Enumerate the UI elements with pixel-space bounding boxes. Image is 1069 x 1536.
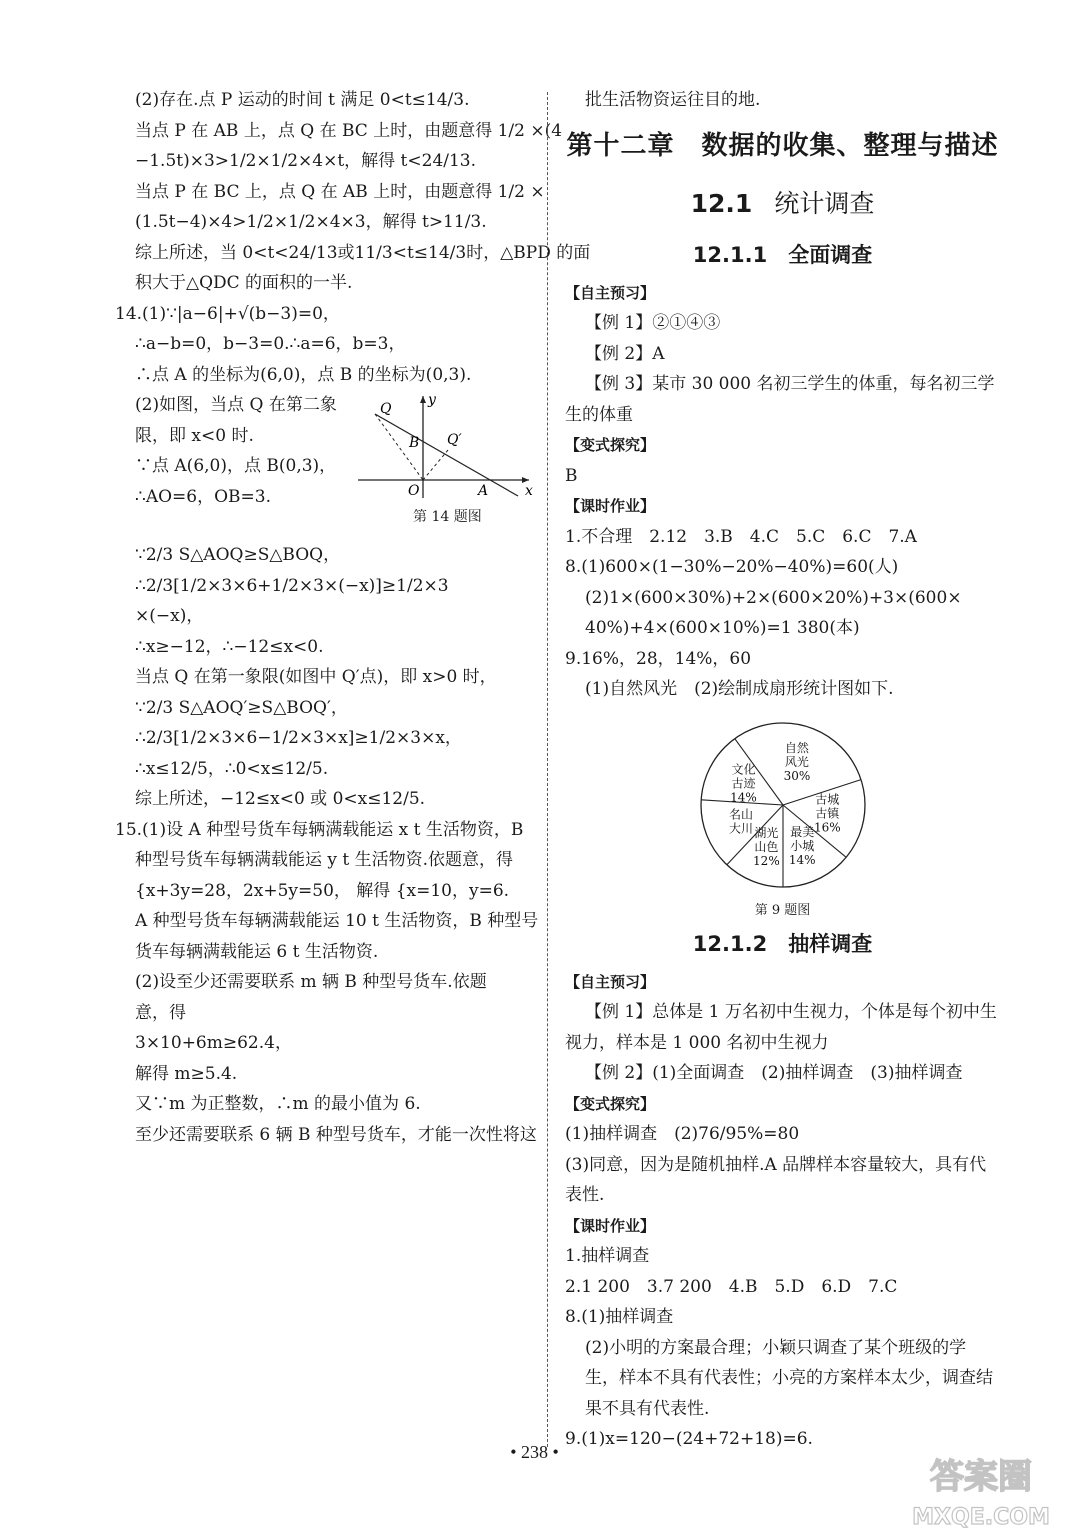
text-line: 8.(1)抽样调查 — [565, 1307, 674, 1327]
right-column — [565, 85, 1000, 1455]
text-line: 生的体重 — [565, 404, 633, 425]
svg-text:答案圈: 答案圈 — [930, 1457, 1032, 1497]
text-line: (2)存在.点 P 运动的时间 t 满足 0<t≤14/3. — [135, 90, 470, 110]
text-line: (1)自然风光 (2)绘制成扇形统计图如下. — [585, 679, 894, 699]
text-line: 当点 P 在 BC 上，点 Q 在 AB 上时，由题意得 1/2 × — [135, 181, 545, 202]
text-line: ∵2/3 S△AOQ≥S△BOQ， — [135, 545, 341, 565]
tag-homework-2: 【课时作业】 — [565, 1216, 656, 1235]
text-line: ∴AO=6，OB=3. — [135, 486, 271, 507]
figure-caption: 第 14 题图 — [413, 509, 482, 525]
text-line: (2)如图，当点 Q 在第二象 — [135, 395, 337, 415]
figure-14-block — [115, 390, 535, 540]
text-line: 3×10+6m≥62.4， — [135, 1033, 292, 1053]
label-a: A — [478, 483, 489, 499]
text-line: 视力，样本是 1 000 名初中生视力 — [565, 1032, 829, 1053]
tag-preview: 【自主预习】 — [565, 283, 656, 302]
text-line: 9.16%，28，14%，60 — [565, 648, 752, 669]
pie-chart-wrap — [565, 705, 1000, 905]
pie-slice-label: 古城古镇 16% — [813, 791, 841, 834]
text-line: ∵点 A(6,0)，点 B(0,3)， — [135, 456, 337, 476]
text-line: (2)设至少还需要联系 m 辆 B 种型号货车.依题 — [135, 972, 487, 992]
label-q-prime: Q′ — [447, 432, 462, 448]
pie-chart — [683, 705, 883, 905]
text-line: 【例 3】某市 30 000 名初三学生的体重，每名初三学 — [585, 374, 995, 394]
text-line: (1.5t−4)×4>1/2×1/2×4×3，解得 t>11/3. — [135, 212, 487, 232]
label-o: O — [408, 483, 420, 499]
text-line: 种型号货车每辆满载能运 y t 生活物资.依题意，得 — [135, 850, 514, 870]
text-line: A 种型号货车每辆满载能运 10 t 生活物资，B 种型号 — [135, 911, 539, 931]
text-line: ∴x≥−12，∴−12≤x<0. — [135, 636, 324, 657]
text-line: 15.(1)设 A 种型号货车每辆满载能运 x t 生活物资，B — [115, 819, 524, 840]
text-line: ∴2/3[1/2×3×6+1/2×3×(−x)]≥1/2×3 — [135, 575, 449, 596]
text-line: (1)抽样调查 (2)76/95%=80 — [565, 1124, 800, 1144]
text-line: 【例 1】总体是 1 万名初中生视力，个体是每个初中生 — [585, 1002, 997, 1022]
text-line: 【例 2】(1)全面调查 (2)抽样调查 (3)抽样调查 — [585, 1063, 963, 1083]
pie-slice-label: 名山大川 — [728, 807, 753, 836]
text-line: 2.1 200 3.7 200 4.B 5.D 6.D 7.C — [565, 1276, 898, 1297]
tag-variant: 【变式探究】 — [565, 436, 656, 454]
text-line: 综上所述，−12≤x<0 或 0<x≤12/5. — [135, 789, 426, 809]
subsection-title: 12.1.1 全面调查 — [692, 242, 873, 267]
section-name: 统计调查 — [774, 188, 875, 218]
text-line: 9.(1)x=120−(24+72+18)=6. — [565, 1429, 813, 1449]
text-line: ∴2/3[1/2×3×6−1/2×3×x]≥1/2×3×x， — [135, 728, 462, 748]
svg-text:MXQE.COM: MXQE.COM — [912, 1505, 1050, 1530]
text-line: 当点 Q 在第一象限(如图中 Q′点)，即 x>0 时， — [135, 667, 497, 687]
text-line: 综上所述，当 0<t<24/13或11/3<t≤14/3时，△BPD 的面 — [135, 242, 591, 263]
page-number: • 238 • — [510, 1442, 559, 1462]
text-line: (3)同意，因为是随机抽样.A 品牌样本容量较大，具有代 — [565, 1154, 987, 1175]
text-line: 8.(1)600×(1−30%−20%−40%)=60(人) — [565, 557, 899, 577]
text-line: ×(−x)， — [135, 606, 204, 626]
text-line: ∴x≤12/5，∴0<x≤12/5. — [135, 758, 329, 779]
subsection-title-2: 12.1.2 抽样调查 — [692, 931, 873, 956]
text-line: 果不具有代表性. — [585, 1398, 710, 1419]
text-line: 【例 1】②①④③ — [585, 313, 721, 333]
text-line: 1.抽样调查 — [565, 1246, 650, 1266]
text-line: 又∵m 为正整数，∴m 的最小值为 6. — [135, 1094, 421, 1114]
label-b: B — [409, 435, 420, 451]
text-line: 1.不合理 2.12 3.B 4.C 5.C 6.C 7.A — [565, 526, 917, 547]
text-line: 14.(1)∵|a−6|+√(b−3)=0， — [115, 303, 340, 324]
text-line: {x+3y=28，2x+5y=50， 解得 {x=10，y=6. — [135, 880, 510, 901]
tag-homework: 【课时作业】 — [565, 497, 656, 515]
text-line: ∵2/3 S△AOQ′≥S△BOQ′， — [135, 697, 348, 718]
text-line: 至少还需要联系 6 辆 B 种型号货车，才能一次性将这 — [135, 1124, 537, 1145]
text-line: B — [565, 465, 578, 486]
text-line: 批生活物资运往目的地. — [585, 90, 761, 110]
label-q: Q — [380, 401, 392, 417]
column-divider — [547, 92, 548, 1447]
text-line: 解得 m≥5.4. — [135, 1063, 238, 1084]
tag-variant-2: 【变式探究】 — [565, 1094, 656, 1113]
text-line: 积大于△QDC 的面积的一半. — [135, 273, 353, 293]
text-line: 表性. — [565, 1185, 605, 1205]
coordinate-figure — [353, 392, 535, 502]
tag-preview-2: 【自主预习】 — [565, 972, 656, 991]
text-line: 40%)+4×(600×10%)=1 380(本) — [585, 618, 860, 638]
text-line: 意，得 — [135, 1002, 186, 1023]
pie-slice-label: 文化古迹 14% — [729, 761, 757, 804]
section-number: 12.1 — [690, 188, 753, 218]
text-line: ∴a−b=0，b−3=0.∴a=6，b=3， — [135, 334, 406, 354]
label-y: y — [428, 392, 436, 408]
pie-slice-label: 自然风光 30% — [783, 740, 810, 783]
text-line: 限，即 x<0 时. — [135, 425, 254, 446]
text-line: ∴点 A 的坐标为(6,0)，点 B 的坐标为(0,3). — [135, 364, 472, 385]
chapter-title: 第十二章 数据的收集、整理与描述 — [566, 130, 999, 161]
pie-caption: 第 9 题图 — [754, 902, 811, 918]
text-line: 当点 P 在 AB 上，点 Q 在 BC 上时，由题意得 1/2 ×(4 — [135, 120, 563, 141]
text-line: (2)小明的方案最合理；小颖只调查了某个班级的学 — [585, 1337, 967, 1358]
text-line: 生，样本不具有代表性；小亮的方案样本太少，调查结 — [585, 1368, 993, 1388]
text-line: (2)1×(600×30%)+2×(600×20%)+3×(600× — [585, 587, 962, 608]
label-x: x — [525, 483, 533, 499]
pie-slice-label: 湖光山色 12% — [752, 825, 780, 868]
pie-slice-label: 最美小城 14% — [788, 824, 816, 867]
text-line: −1.5t)×3>1/2×1/2×4×t，解得 t<24/13. — [135, 151, 477, 171]
section-title — [565, 176, 1000, 232]
text-line: 【例 2】A — [585, 343, 665, 364]
watermark-logo — [901, 1442, 1061, 1534]
text-line: 货车每辆满载能运 6 t 生活物资. — [135, 941, 379, 962]
left-column — [115, 85, 591, 1150]
